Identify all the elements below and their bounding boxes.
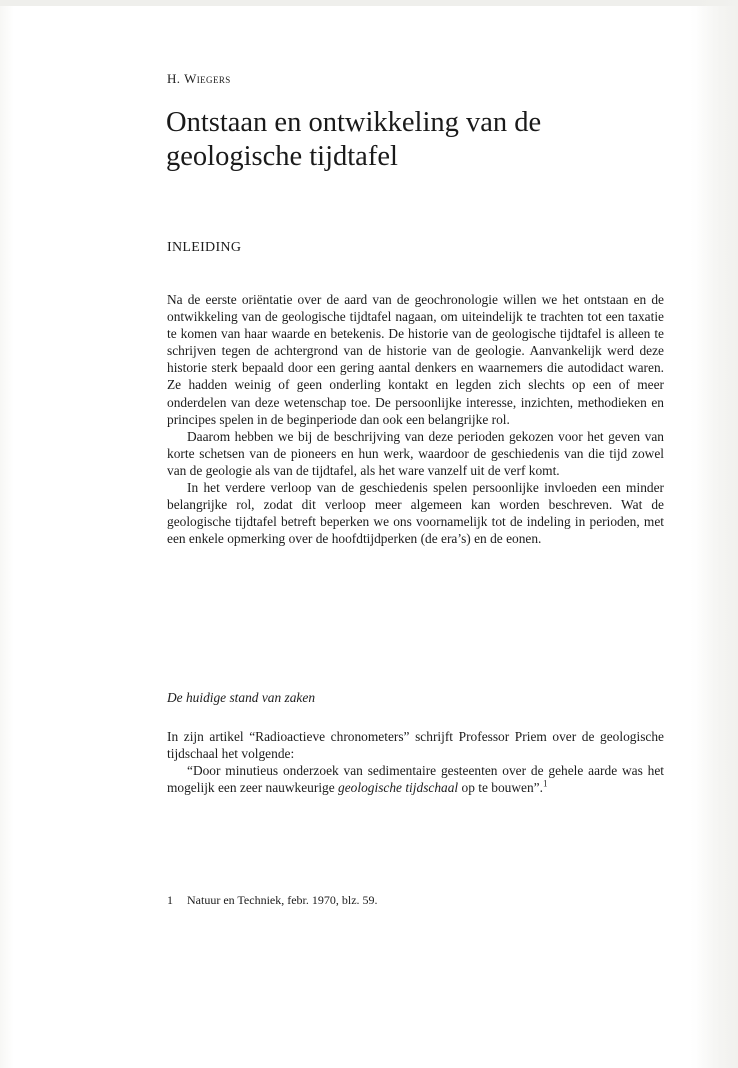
footnote-text: Natuur en Techniek, febr. 1970, blz. 59. — [187, 893, 378, 907]
author-surname: Wiegers — [184, 71, 231, 86]
paragraph: Daarom hebben we bij de beschrijving van deze perioden gekozen voor het geven van korte schetsen van de pioneers en hun werk, waardoor de geschiedenis van die tijd zowel van de geologie als van de tijdtafel, als het ware vanzelf uit de verf komt. — [167, 428, 664, 478]
section-heading: INLEIDING — [167, 240, 242, 255]
scan-edge-right — [696, 0, 738, 1068]
paragraph: In het verdere verloop van de geschiedenis spelen persoonlijke invloeden een minder belangrijke rol, zodat dit verloop meer algemeen kan worden beschreven. Wat de geologische tijdtafel betreft beperken we ons voornamelijk tot de indeling in perioden, met een enkele opmerking over de hoofdtijdperken (de era’s) en de eonen. — [167, 480, 664, 547]
footnote — [167, 893, 378, 908]
footnote-number: 1 — [167, 893, 173, 907]
author-line — [167, 71, 231, 87]
scan-edge-top — [0, 0, 738, 6]
article-title — [166, 106, 636, 174]
title-line-1: Ontstaan en ontwikkeling van de — [166, 107, 542, 138]
paragraph: In zijn artikel “Radioactieve chronometers” schrijft Professor Priem over de geologische tijdschaal het volgende: — [167, 729, 664, 762]
title-line-2: geologische tijdtafel — [166, 141, 398, 172]
footnote-reference[interactable]: 1 — [542, 778, 548, 789]
author-initial: H. — [167, 71, 185, 86]
quote-emphasis: geologische tijdschaal — [338, 780, 459, 796]
intro-text — [167, 291, 664, 547]
subsection-text — [167, 728, 664, 796]
quote-text: “Door minutieus onderzoek van sedimentaire gesteenten over de gehele aarde was het mogelijk een zeer nauwkeurige — [167, 763, 664, 796]
subsection-heading: De huidige stand van zaken — [167, 690, 316, 705]
quote-paragraph — [167, 762, 664, 796]
quote-text-end: op te bouwen”. — [458, 780, 543, 796]
paragraph: Na de eerste oriëntatie over de aard van de geochronologie willen we het ontstaan en de ontwikkeling van de geologische tijdtafel nagaan, om uiteindelijk te trachten tot een taxatie te komen van haar waarde en betekenis. De historie van de geologische tijdtafel is alleen te schrijven tegen de achtergrond van de historie van de geologie. Aanvankelijk werd deze historie sterk bepaald door een gering aantal denkers en waarnemers die autodidact waren. Ze hadden weinig of geen onderling kontakt en legden zich slechts op een of meer onderdelen van deze wetenschap toe. De persoonlijke interesse, inzichten, methodieken en principes spelen in de beginperiode dan ook een belangrijke rol. — [167, 292, 664, 427]
